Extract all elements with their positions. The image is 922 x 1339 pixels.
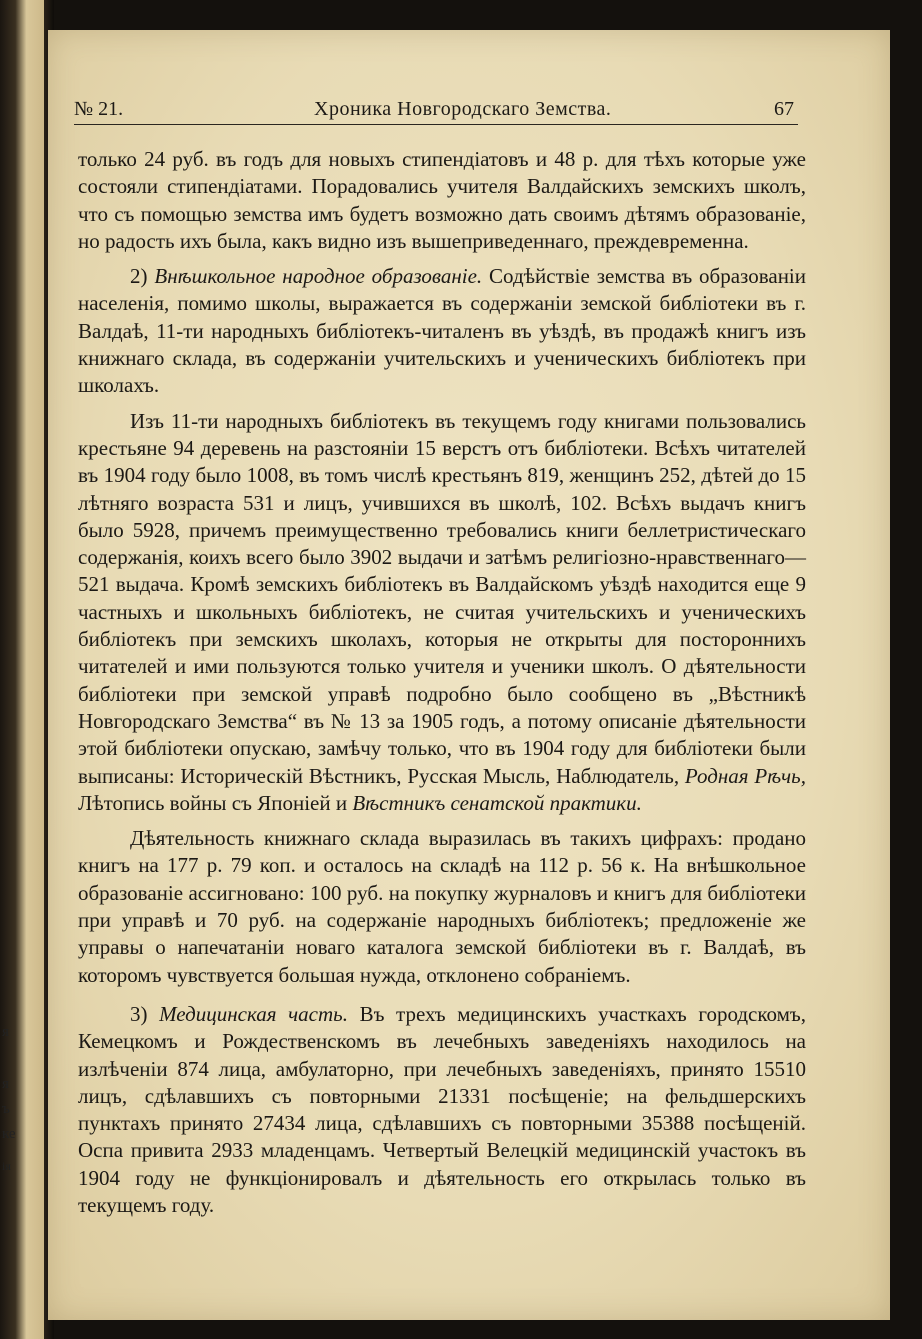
paragraph (78, 408, 806, 817)
paragraph-text: только 24 руб. въ годъ для новыхъ стипендіатовъ и 48 р. для тѣхъ которые уже состояли стипендіатами. Порадовались учителя Валдайскихъ земскихъ школъ, что съ помощью земства имъ будетъ возможно дать своимъ дѣтямъ образованіе, но радость ихъ была, какъ видно изъ вышеприведеннаго, преждевременна. (78, 147, 806, 253)
paragraph-text: Изъ 11-ти народныхъ библіотекъ въ текущемъ году книгами пользовались крестьяне 94 деревень на разстояніи 15 верстъ отъ библіотеки. Всѣхъ читателей въ 1904 году было 1008, въ томъ числѣ крестьянъ 819, женщинъ 252, дѣтей до 15 лѣтняго возраста 531 и лицъ, учившихся въ школѣ, 102. Всѣхъ выдачъ книгъ было 5928, причемъ преимущественно требовались книги беллетристическаго содержанія, коихъ всего было 3902 выдачи и затѣмъ религіозно-нравственнаго— 521 выдача. Кромѣ земскихъ библіотекъ въ Валдайскомъ уѣздѣ находится еще 9 частныхъ и школьныхъ библіотекъ, не считая учительскихъ и ученическихъ библіотекъ при земскихъ школахъ, которыя не открыты для постороннихъ читателей и ими пользуются только учителя и ученики школъ. О дѣятельности библіотеки при земской управѣ подробно было сообщено въ „Вѣстникѣ Новгородскаго Земства“ въ № 13 за 1905 годъ, а потому описаніе дѣятельности этой библіотеки опускаю, замѣчу только, что въ 1904 году для библіотеки были выписаны: Историческій Вѣстникъ, Русская Мысль, Наблюдатель, (78, 408, 806, 788)
paragraph-text: Въ трехъ медицинскихъ участкахъ городскомъ, Кемецкомъ и Рождественскомъ въ лечебныхъ заведеніяхъ находилось на излѣченіи 874 лица, амбулаторно, при лечебныхъ заведеніяхъ, принято 15510 лицъ, сдѣлавшихъ съ повторными 21331 посѣщеніе; на фельдшерскихъ пунктахъ принято 27434 лица, сдѣлавшихъ съ повторными 35388 посѣщеній. Оспа привита 2933 младенцамъ. Четвертый Велецкій медицинскій участокъ въ 1904 году не функціонировалъ и дѣятельность его открылась только въ текущемъ году. (78, 1001, 806, 1217)
running-title: Хроника Новгородскаго Земства. (314, 98, 612, 120)
margin-fragment: ъ (2, 1101, 10, 1117)
adjacent-page-strip (0, 0, 44, 1339)
running-header (74, 98, 798, 125)
paragraph-text: Содѣйствіе земства въ образованіи населенія, помимо школы, выражается въ содержаніи земской библіотеки въ г. Валдаѣ, 11-ти народныхъ библіотекъ-читаленъ въ уѣздѣ, въ продажѣ книгъ изъ книжнаго склада, въ содержаніи учительскихъ и ученическихъ библіотекъ при школахъ. (78, 264, 807, 398)
paragraph-text: Дѣятельность книжнаго склада выразилась въ такихъ цифрахъ: продано книгъ на 177 р. 79 коп. и осталось на складѣ на 112 р. 56 к. На внѣшкольное образованіе ассигновано: 100 руб. на покупку журналовъ и книгъ для библіотеки при управѣ и 70 руб. на содержаніе народныхъ библіотекъ; предложеніе же управы о напечатаніи новаго каталога земской библіотеки въ г. Валдаѣ, въ которомъ чувствуется большая нужда, отклонено собраніемъ. (78, 826, 806, 987)
paragraph (78, 146, 806, 255)
journal-title: Вѣстникъ сенатской практики. (352, 790, 642, 815)
journal-title: Родная Рѣчь, (684, 763, 806, 788)
page-body (78, 146, 806, 1219)
section-number: 3) (130, 1001, 160, 1026)
paragraph (78, 263, 806, 399)
section-heading: Медицинская часть. (159, 1001, 348, 1026)
margin-fragment: я (2, 1076, 9, 1092)
paragraph-text: Лѣтопись войны съ Японіей и (78, 790, 353, 815)
margin-fragment: я (2, 1024, 9, 1040)
margin-fragment: ке (2, 1126, 16, 1142)
section-heading: Внѣшкольное народное образованіе. (154, 264, 483, 289)
section-number: 2) (130, 264, 155, 289)
paragraph (78, 1001, 806, 1219)
margin-fragment: ія (2, 1159, 11, 1173)
page-number: 67 (774, 98, 794, 120)
issue-number: № 21. (74, 98, 124, 120)
paragraph (78, 825, 806, 989)
